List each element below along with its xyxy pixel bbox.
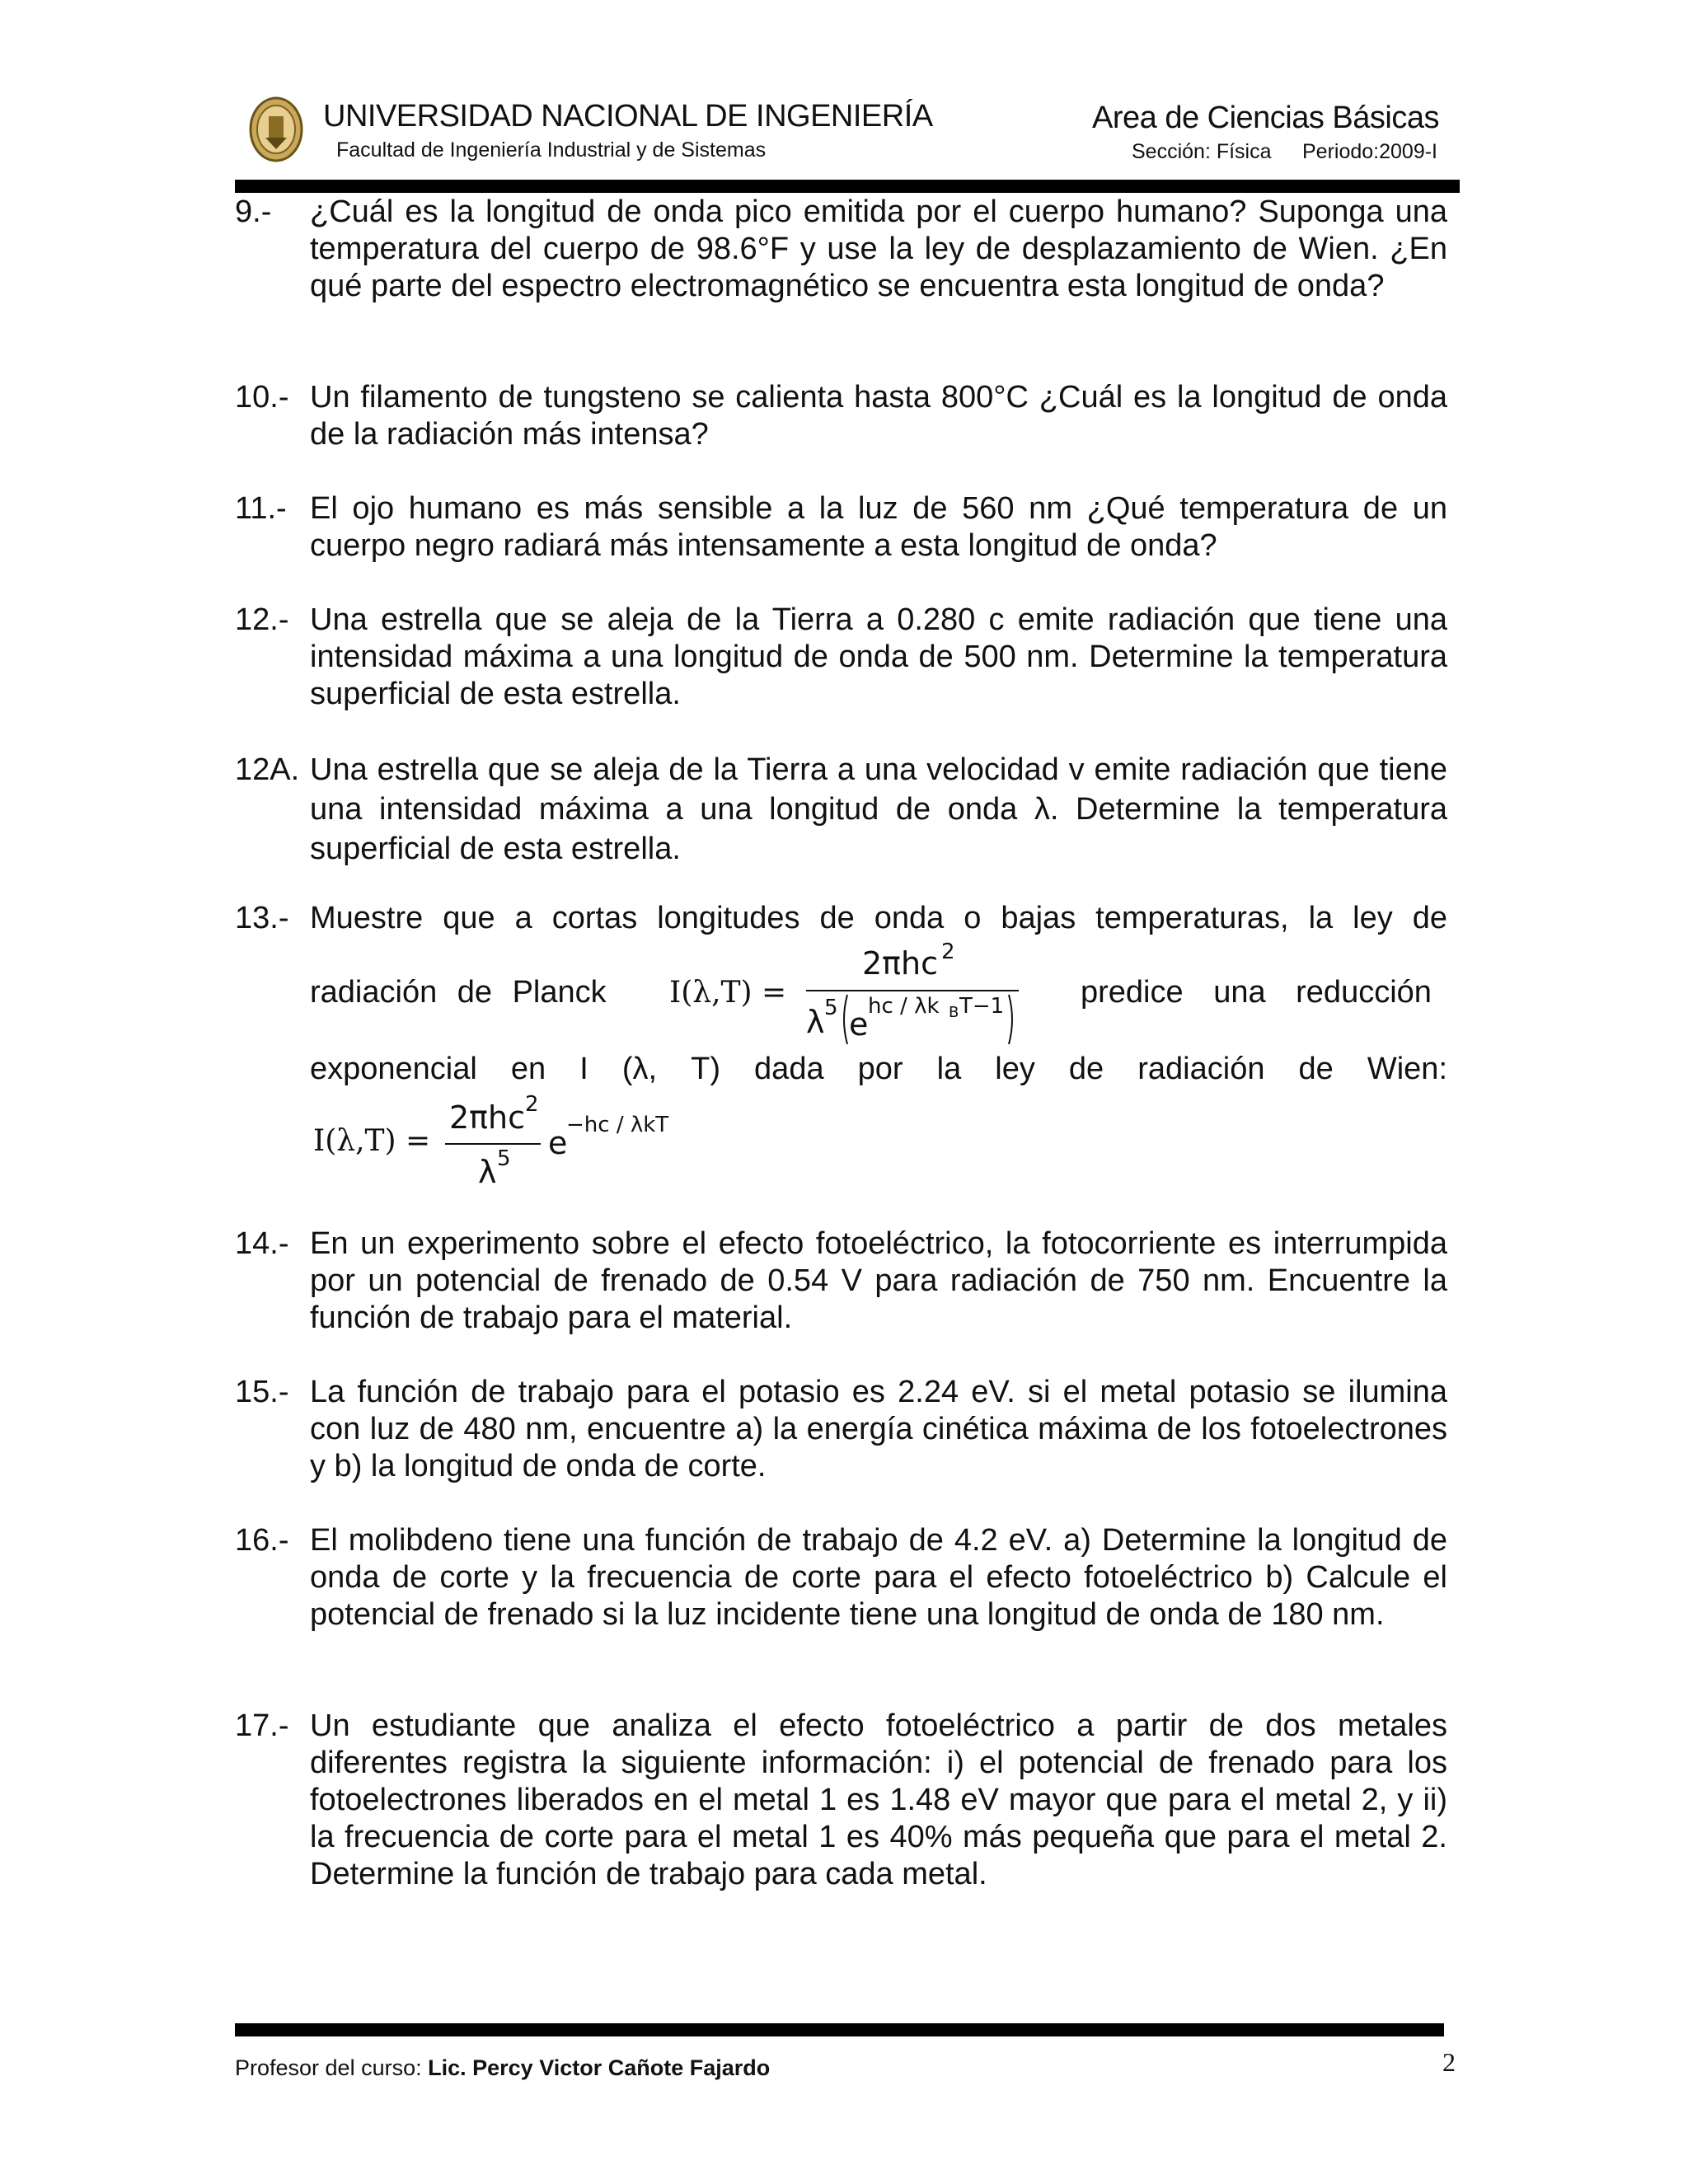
footer-label: Profesor del curso: [235,2055,429,2080]
planck-fraction-bar [806,990,1019,991]
footer-divider [235,2023,1444,2036]
problem-15 [235,1374,1447,1485]
planck-exp-base: e [849,1006,869,1043]
planck-exp-subscript: B [949,1004,959,1021]
problem-12 [235,602,1447,713]
problem-text: Una estrella que se aleja de la Tierra a 0.280 c emite radiación que tiene una intensidad máxima a una longitud de onda de 500 nm. Determine la temperatura superficial de esta estrella. [310,602,1447,711]
planck-exp-argument: hc / λk [868,994,940,1019]
wien-fraction-bar [445,1143,541,1145]
problem-text: ¿Cuál es la longitud de onda pico emitida por el cuerpo humano? Suponga una temperatura del cuerpo de 98.6°F y use la ley de desplazamiento de Wien. ¿En qué parte del espectro electromagnético se encuentra esta longitud de onda? [310,194,1447,303]
problem-13-line-2-left: radiación de Planck [310,975,607,1010]
problem-number: 16.- [235,1523,289,1558]
problem-number: 15.- [235,1375,289,1409]
wien-denominator-lambda: λ [478,1154,497,1190]
problem-number: 14.- [235,1226,289,1261]
problem-number: 12A. [235,752,300,787]
problem-11 [235,490,1447,565]
problem-number: 11.- [235,491,287,526]
wien-exp-base: e [548,1125,568,1161]
header-divider [235,180,1460,193]
planck-numerator: 2πhc [862,945,939,982]
problem-number: 13.- [235,901,289,935]
problem-10 [235,379,1447,453]
problem-13-line-2-right: predice una reducción [1081,975,1432,1010]
page-number: 2 [1442,2047,1456,2077]
problem-13-line-3: exponencial en I (λ, T) dada por la ley de radiación de Wien: [310,1052,1447,1086]
problem-number: 9.- [235,194,272,229]
problem-17 [235,1708,1447,1893]
problem-12a [235,750,1447,869]
section-label: Sección: Física [1132,140,1272,163]
period-label: Periodo:2009-I [1302,140,1438,163]
professor-name: Lic. Percy Victor Cañote Fajardo [428,2055,771,2080]
wien-denominator-exponent: 5 [497,1146,511,1171]
wien-numerator-exponent: 2 [525,1092,539,1117]
planck-denominator-lambda: λ [806,1004,825,1040]
planck-lhs: I(λ,T) = [669,976,787,1010]
planck-exp-tail: T−1 [959,994,1005,1019]
university-name: UNIVERSIDAD NACIONAL DE INGENIERÍA [323,99,933,134]
problem-text: El molibdeno tiene una función de trabajo de 4.2 eV. a) Determine la longitud de onda de corte y la frecuencia de corte para el efecto fotoeléctrico b) Calcule el potencial de frenado si la luz incidente tiene una longitud de onda de 180 nm. [310,1523,1447,1632]
footer-professor [235,2055,770,2081]
problem-14 [235,1226,1447,1337]
problem-number: 12.- [235,602,289,637]
wien-lhs: I(λ,T) = [313,1124,431,1158]
faculty-name: Facultad de Ingeniería Industrial y de Sistemas [336,138,767,162]
area-title: Area de Ciencias Básicas [1092,101,1439,135]
planck-right-paren [1007,993,1017,1046]
planck-left-paren [839,993,849,1046]
problem-text: En un experimento sobre el efecto fotoeléctrico, la fotocorriente es interrumpida por un potencial de frenado de 0.54 V para radiación de 750 nm. Encuentre la función de trabajo para el material. [310,1226,1447,1335]
problem-text: Una estrella que se aleja de la Tierra a una velocidad v emite radiación que tiene una intensidad máxima a una longitud de onda λ. Determine la temperatura superficial de esta estrella. [310,752,1447,866]
university-seal-icon [249,96,303,162]
problem-number: 17.- [235,1708,289,1743]
problem-9 [235,194,1447,305]
problem-number: 10.- [235,380,289,415]
problem-text: La función de trabajo para el potasio es 2.24 eV. si el metal potasio se ilumina con luz de 480 nm, encuentre a) la energía cinética máxima de los fotoelectrones y b) la longitud de onda de corte. [310,1375,1447,1483]
planck-denominator-exponent: 5 [824,996,838,1020]
problem-text: El ojo humano es más sensible a la luz de 560 nm ¿Qué temperatura de un cuerpo negro radiará más intensamente a esta longitud de onda? [310,491,1447,563]
wien-exp-argument: −hc / λkT [566,1113,669,1137]
problem-text: Un filamento de tungsteno se calienta hasta 800°C ¿Cuál es la longitud de onda de la radiación más intensa? [310,380,1447,452]
problem-text: Un estudiante que analiza el efecto fotoeléctrico a partir de dos metales diferentes registra la siguiente información: i) el potencial de frenado para los fotoelectrones liberados en el metal 1 es 1.48 eV mayor que para el metal 2, y ii) la frecuencia de corte para el metal 1 es 40% más pequeña que para el metal 2. Determine la función de trabajo para cada metal. [310,1708,1447,1891]
problem-16 [235,1522,1447,1633]
problem-13-line-1: Muestre que a cortas longitudes de onda o bajas temperaturas, la ley de [310,901,1447,935]
wien-numerator: 2πhc [449,1099,526,1136]
planck-numerator-exponent: 2 [941,940,955,964]
